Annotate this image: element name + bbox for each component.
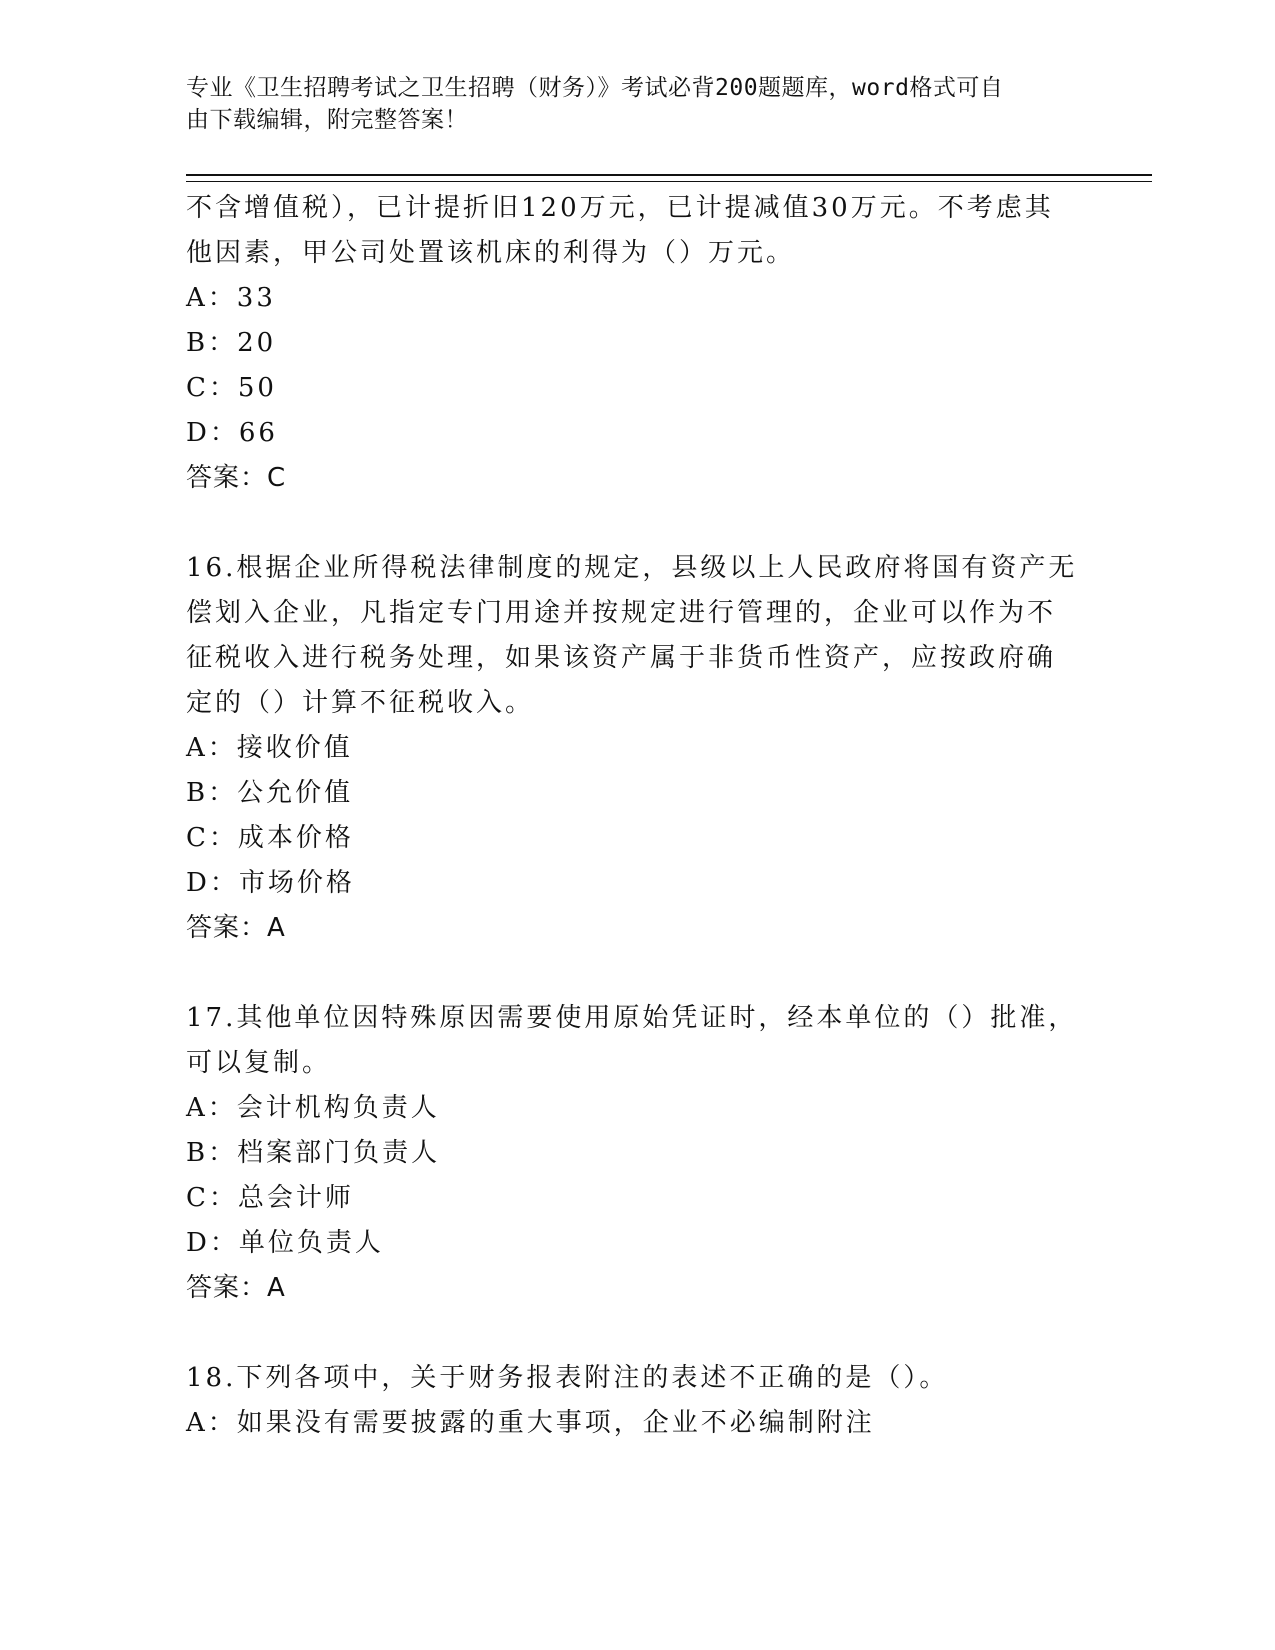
option-d: D：66 (186, 418, 278, 448)
question-17 (186, 996, 1086, 1311)
question-15 (186, 186, 1086, 501)
question-text-line: 18.下列各项中，关于财务报表附注的表述不正确的是（）。 (186, 1363, 949, 1393)
question-spacer (186, 1311, 1086, 1356)
option-c: C：50 (186, 373, 277, 403)
option-b: B：档案部门负责人 (186, 1138, 441, 1168)
question-18 (186, 1356, 1086, 1446)
question-list (186, 186, 1086, 1446)
answer-line: 答案：A (186, 1273, 286, 1303)
header-line-2: 由下载编辑，附完整答案！ (186, 107, 468, 133)
question-text-line: 偿划入企业，凡指定专门用途并按规定进行管理的，企业可以作为不 (186, 598, 1057, 628)
header-rule-thin (186, 181, 1152, 182)
question-16 (186, 546, 1086, 951)
option-a: A：如果没有需要披露的重大事项，企业不必编制附注 (186, 1408, 875, 1438)
option-c: C：总会计师 (186, 1183, 354, 1213)
option-b: B：20 (186, 328, 277, 358)
answer-line: 答案：C (186, 463, 287, 493)
document-header (186, 72, 1086, 136)
question-spacer (186, 501, 1086, 546)
option-c: C：成本价格 (186, 823, 354, 853)
question-text-line: 17.其他单位因特殊原因需要使用原始凭证时，经本单位的（）批准， (186, 1003, 1078, 1033)
question-text-line: 不含增值税），已计提折旧120万元，已计提减值30万元。不考虑其 (186, 193, 1054, 223)
question-text-line: 征税收入进行税务处理，如果该资产属于非货币性资产，应按政府确 (186, 643, 1057, 673)
option-d: D：市场价格 (186, 868, 355, 898)
option-a: A：会计机构负责人 (186, 1093, 440, 1123)
answer-line: 答案：A (186, 913, 286, 943)
question-text-line: 定的（）计算不征税收入。 (186, 688, 535, 718)
option-d: D：单位负责人 (186, 1228, 384, 1258)
question-text-line: 他因素，甲公司处置该机床的利得为（）万元。 (186, 238, 796, 268)
question-text-line: 可以复制。 (186, 1048, 332, 1078)
option-b: B：公允价值 (186, 778, 354, 808)
option-a: A：接收价值 (186, 733, 353, 763)
question-spacer (186, 951, 1086, 996)
question-text-line: 16.根据企业所得税法律制度的规定，县级以上人民政府将国有资产无 (186, 553, 1078, 583)
header-line-1: 专业《卫生招聘考试之卫生招聘（财务）》考试必背200题题库，word格式可自 (186, 75, 1004, 101)
header-rule-thick (186, 174, 1152, 176)
option-a: A：33 (186, 283, 276, 313)
